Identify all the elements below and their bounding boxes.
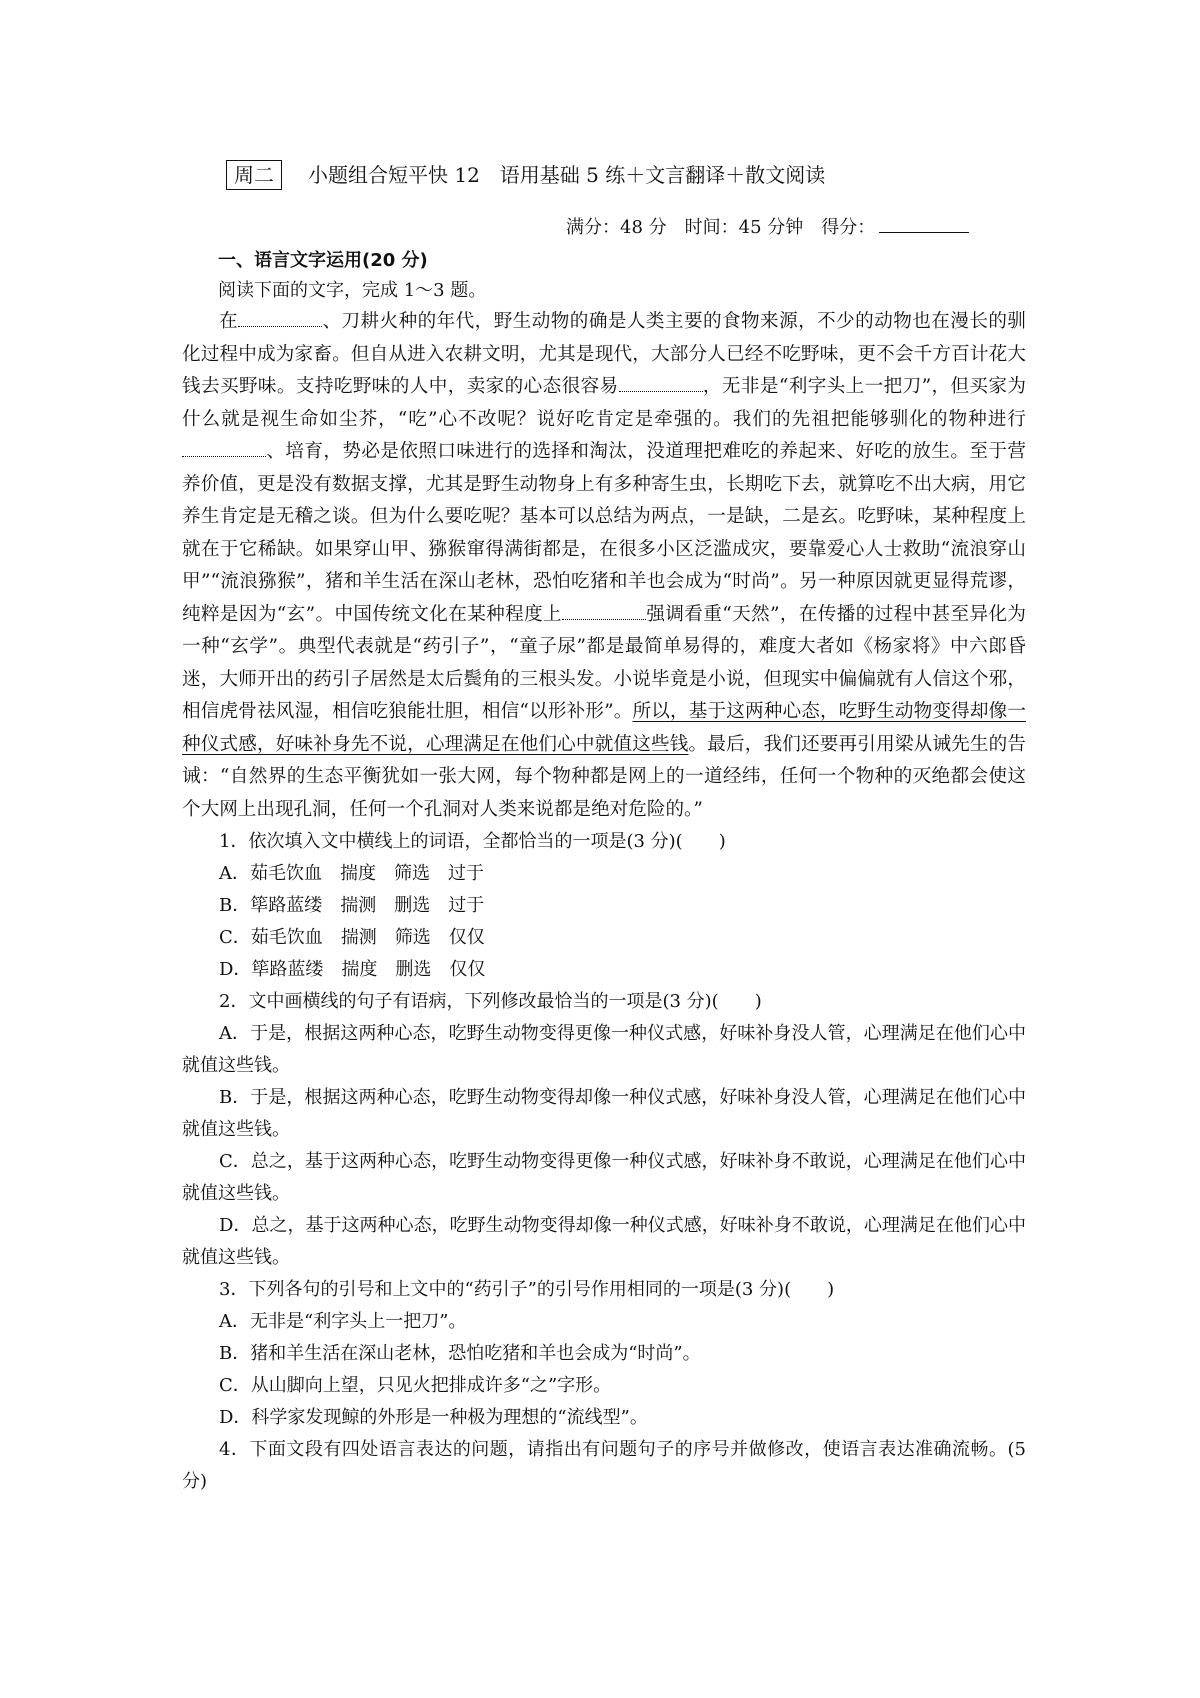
fill-blank-3[interactable]	[182, 438, 266, 457]
fill-blank-4[interactable]	[562, 601, 646, 620]
option-c[interactable]: C．总之，基于这两种心态，吃野生动物变得更像一种仪式感，好味补身不敢说，心理满足在他们心中就值这些钱。	[182, 1151, 1026, 1204]
question-stem: 1．依次填入文中横线上的词语，全都恰当的一项是(3 分)( )	[219, 831, 726, 852]
option-c[interactable]: C．茹毛饮血 揣测 筛选 仅仅	[219, 927, 485, 948]
option-d[interactable]: D．总之，基于这两种心态，吃野生动物变得却像一种仪式感，好味补身不敢说，心理满足在他们心中就值这些钱。	[182, 1215, 1026, 1268]
worksheet-header	[226, 160, 825, 190]
time-limit: 时间：45 分钟	[684, 217, 804, 238]
worksheet-title: 小题组合短平快 12 语用基础 5 练＋文言翻译＋散文阅读	[308, 163, 826, 187]
option-b[interactable]: B．猪和羊生活在深山老林，恐怕吃猪和羊也会成为“时尚”。	[219, 1343, 701, 1364]
section-intro: 阅读下面的文字，完成 1～3 题。	[218, 280, 487, 301]
question-2	[182, 986, 1026, 1274]
option-d[interactable]: D．筚路蓝缕 揣度 删选 仅仅	[219, 959, 486, 980]
question-stem: 2．文中画横线的句子有语病，下列修改最恰当的一项是(3 分)( )	[219, 991, 762, 1012]
score-line	[566, 214, 969, 241]
option-b[interactable]: B．筚路蓝缕 揣测 删选 过于	[219, 895, 485, 916]
day-label: 周二	[226, 160, 282, 190]
fill-blank-2[interactable]	[619, 373, 703, 392]
option-c[interactable]: C．从山脚向上望，只见火把排成许多“之”字形。	[219, 1375, 612, 1396]
option-a[interactable]: A．于是，根据这两种心态，吃野生动物变得更像一种仪式感，好味补身没人管，心理满足在他们心中就值这些钱。	[182, 1023, 1026, 1076]
underlined-sentence: 所以，基于这两种心态，吃野生动物变得却像一种仪式感，好味补身先不说，心理满足在他们心中就值这些钱	[182, 701, 1026, 755]
option-a[interactable]: A．茹毛饮血 揣度 筛选 过于	[219, 863, 484, 884]
question-1	[182, 826, 1026, 986]
reading-passage: 在 、刀耕火种的年代，野生动物的确是人类主要的食物来源，不少的动物也在漫长的驯化过程中成为家畜。但自从进入农耕文明，尤其是现代，大部分人已经不吃野味，更不会千方百计花大钱去买野味。支持吃野味的人中，卖家的心态很容易 ，无非是“利字头上一把刀”，但买家为什么就是视生命如尘芥，“吃”心不改呢？说好吃肯定是牵强的。我们的先祖把能够驯化的物种进行、培育，势必是依照口味进行的选择和淘汰，没道理把难吃的养起来、好吃的放生。至于营养价值，更是没有数据支撑，尤其是野生动物身上有多种寄生虫，长期吃下去，就算吃不出大病，用它养生肯定是无稽之谈。但为什么要吃呢？基本可以总结为两点，一是缺，二是玄。吃野味，某种程度上就在于它稀缺。如果穿山甲、猕猴窜得满街都是，在很多小区泛滥成灾，要靠爱心人士救助“流浪穿山甲”“流浪猕猴”，猪和羊生活在深山老林，恐怕吃猪和羊也会成为“时尚”。另一种原因就更显得荒谬，纯粹是因为“玄”。中国传统文化在某种程度上 强调看重“天然”，在传播的过程中甚至异化为一种“玄学”。典型代表就是“药引子”，“童子尿”都是最简单易得的，难度大者如《杨家将》中六郎昏迷，大师开出的药引子居然是太后鬓角的三根头发。小说毕竟是小说，但现实中偏偏就有人信这个邪，相信虎骨祛风湿，相信吃狼能壮胆，相信“以形补形”。所以，基于这两种心态，吃野生动物变得却像一种仪式感，好味补身先不说，心理满足在他们心中就值这些钱。最后，我们还要再引用梁从诫先生的告诫：“自然界的生态平衡犹如一张大网，每个物种都是网上的一道经纬，任何一个物种的灭绝都会使这个大网上出现孔洞，任何一个孔洞对人类来说都是绝对危险的。”	[182, 306, 1026, 826]
main-content	[182, 246, 1026, 1498]
score-blank[interactable]	[879, 214, 969, 233]
question-3	[182, 1274, 1026, 1434]
fill-blank-1[interactable]	[238, 308, 322, 327]
section-title: 一、语言文字运用(20 分)	[218, 250, 428, 271]
full-score: 满分：48 分	[566, 217, 667, 238]
score-label: 得分：	[821, 217, 876, 238]
question-stem: 4．下面文段有四处语言表达的问题，请指出有问题句子的序号并做修改，使语言表达准确流畅。(5 分)	[182, 1439, 1026, 1492]
option-b[interactable]: B．于是，根据这两种心态，吃野生动物变得却像一种仪式感，好味补身没人管，心理满足在他们心中就值这些钱。	[182, 1087, 1026, 1140]
question-stem: 3．下列各句的引号和上文中的“药引子”的引号作用相同的一项是(3 分)( )	[219, 1279, 835, 1300]
option-d[interactable]: D．科学家发现鲸的外形是一种极为理想的“流线型”。	[219, 1407, 648, 1428]
option-a[interactable]: A．无非是“利字头上一把刀”。	[219, 1311, 467, 1332]
question-4	[182, 1434, 1026, 1498]
